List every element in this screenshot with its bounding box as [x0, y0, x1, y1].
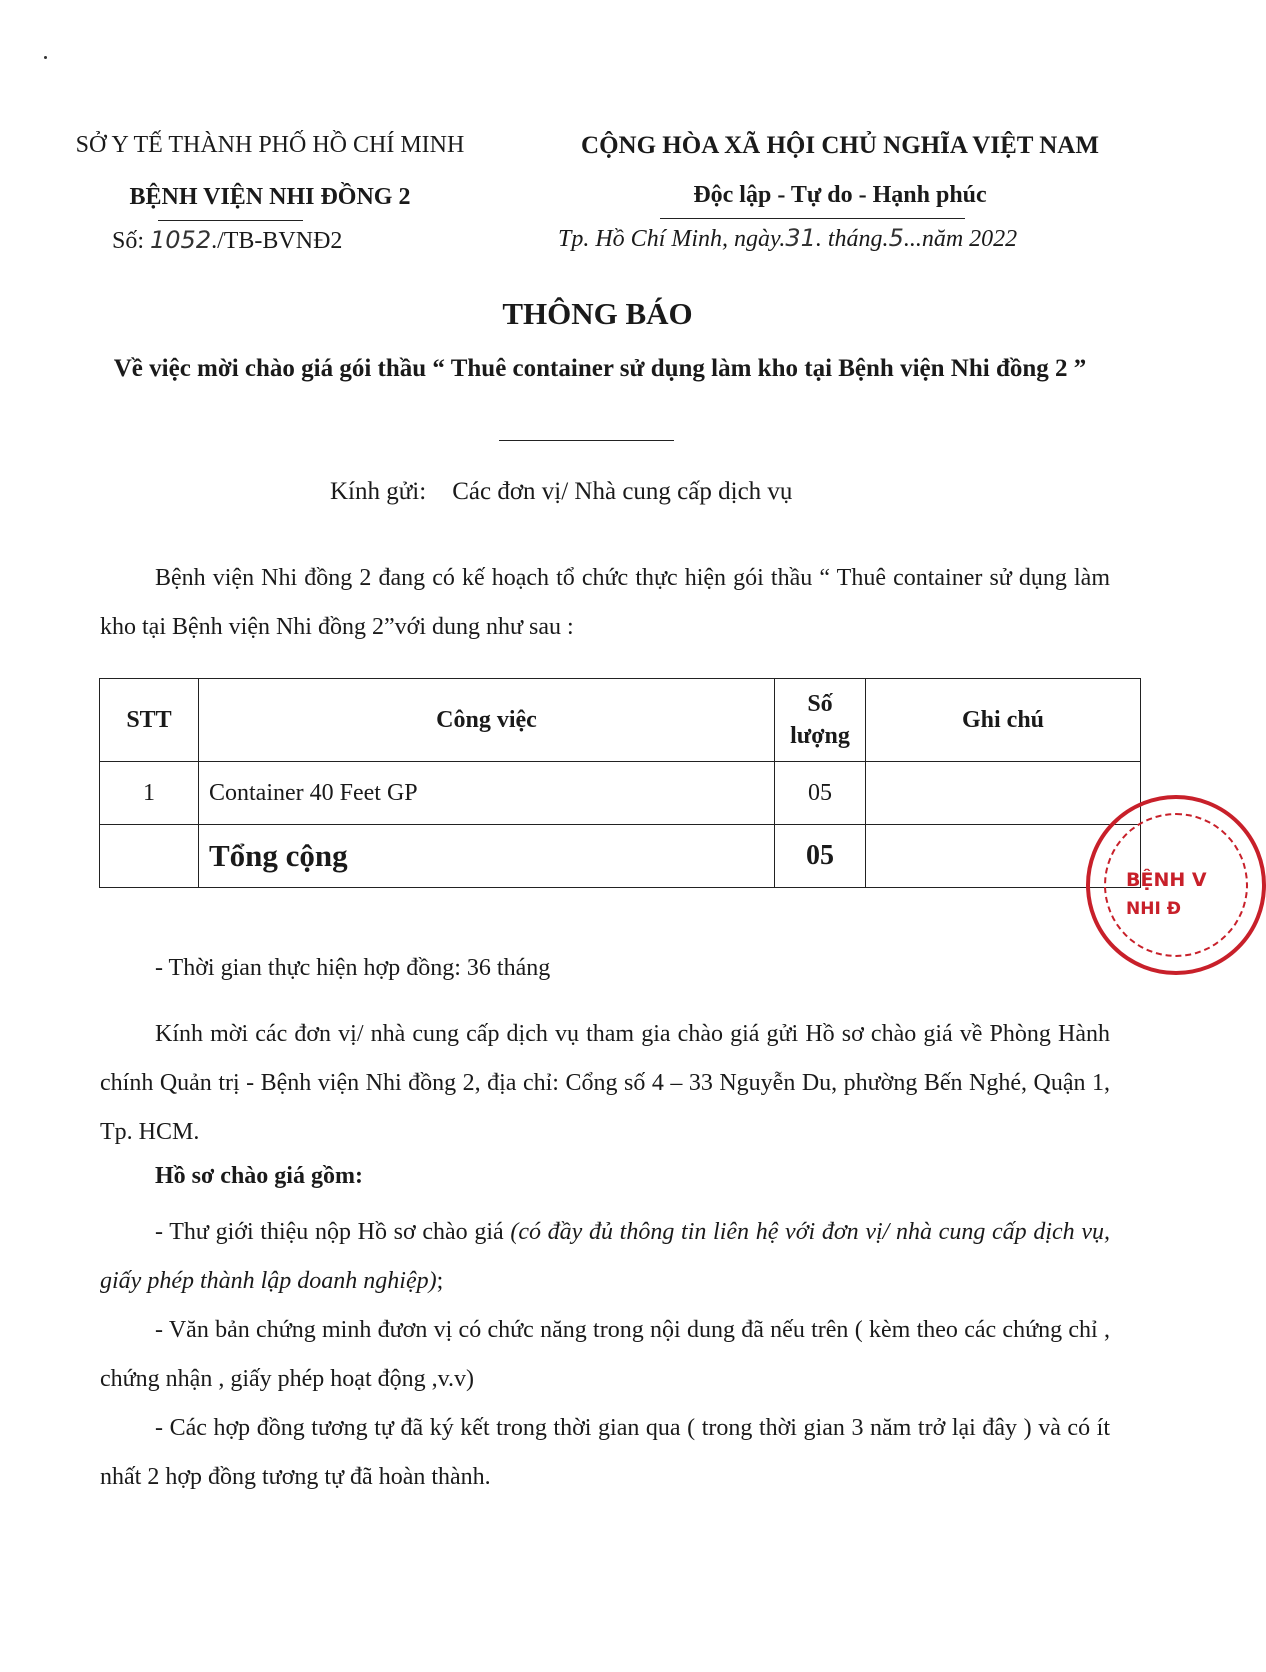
row-note	[866, 762, 1141, 825]
total-label: Tổng cộng	[199, 825, 775, 888]
doc-number	[112, 226, 342, 255]
stamp-text-2: NHI Đ	[1126, 899, 1181, 919]
header-note: Ghi chú	[866, 679, 1141, 762]
date-suffix: ...năm 2022	[903, 226, 1018, 252]
total-qty: 05	[775, 825, 866, 888]
intro-paragraph	[100, 554, 1110, 652]
doc-number-prefix: Số:	[112, 228, 151, 254]
docs-item-2	[100, 1306, 1110, 1404]
org-underline	[158, 220, 303, 221]
contract-duration: - Thời gian thực hiện hợp đồng: 36 tháng	[155, 955, 551, 981]
doc-number-handwritten: 1052	[150, 226, 212, 254]
official-red-stamp	[1086, 795, 1266, 975]
date-prefix: Tp. Hồ Chí Minh, ngày.	[558, 226, 786, 252]
date-mid: . tháng.	[815, 226, 889, 252]
doc-date	[558, 224, 1017, 253]
recipient-label: Kính gửi:	[330, 478, 427, 505]
total-stt	[100, 825, 199, 888]
table-total-row	[100, 825, 1141, 888]
header-stt: STT	[100, 679, 199, 762]
motto-underline	[660, 218, 965, 219]
docs-item-2-text: - Văn bản chứng minh đươn vị có chức năng trong nội dung đã nếu trên ( kèm theo các chứng chỉ , chứng nhận , giấy phép hoạt động ,v.v)	[100, 1317, 1110, 1392]
document-subject: Về việc mời chào giá gói thầu “ Thuê container sử dụng làm kho tại Bệnh viện Nhi đồng 2 ”	[113, 355, 1087, 382]
national-motto: Độc lập - Tự do - Hạnh phúc	[693, 182, 987, 208]
recipient-value: Các đơn vị/ Nhà cung cấp dịch vụ	[452, 478, 793, 505]
intro-text: Bệnh viện Nhi đồng 2 đang có kế hoạch tổ chức thực hiện gói thầu “ Thuê container sử dụng làm kho tại Bệnh viện Nhi đồng 2”với dung như sau :	[100, 565, 1110, 640]
country-name: CỘNG HÒA XÃ HỘI CHỦ NGHĨA VIỆT NAM	[581, 132, 1099, 159]
doc-number-suffix: ./TB-BVNĐ2	[211, 228, 343, 254]
org-parent: SỞ Y TẾ THÀNH PHỐ HỒ CHÍ MINH	[75, 132, 465, 158]
row-qty: 05	[775, 762, 866, 825]
document-title: THÔNG BÁO	[502, 296, 693, 331]
invitation-text: Kính mời các đơn vị/ nhà cung cấp dịch vụ tham gia chào giá gửi Hồ sơ chào giá về Phòng Hành chính Quản trị - Bệnh viện Nhi đồng 2, địa chỉ: Cổng số 4 – 33 Nguyễn Du, phường Bến Nghé, Quận 1, Tp. HCM.	[100, 1021, 1110, 1145]
stamp-text-1: BỆNH V	[1126, 869, 1207, 891]
docs-item-3-text: - Các hợp đồng tương tự đã ký kết trong thời gian qua ( trong thời gian 3 năm trở lại đây ) và có ít nhất 2 hợp đồng tương tự đã hoàn thành.	[100, 1415, 1110, 1490]
docs-item-1-suffix: ;	[436, 1268, 444, 1294]
scan-speck	[44, 56, 47, 59]
invitation-paragraph	[100, 1010, 1110, 1157]
org-name: BỆNH VIỆN NHI ĐỒNG 2	[129, 184, 411, 210]
row-stt: 1	[100, 762, 199, 825]
date-month: 5	[888, 224, 904, 252]
docs-item-1	[100, 1208, 1110, 1306]
docs-heading: Hồ sơ chào giá gồm:	[155, 1163, 363, 1189]
docs-item-1-italic: (có đầy đủ thông tin liên hệ với đơn vị/ nhà cung cấp dịch vụ, giấy phép thành lập doanh nghiệp)	[100, 1219, 1110, 1294]
title-underline	[499, 440, 674, 441]
docs-item-1-prefix: - Thư giới thiệu nộp Hồ sơ chào giá	[155, 1219, 511, 1245]
docs-item-3	[100, 1404, 1110, 1502]
header-job: Công việc	[199, 679, 775, 762]
date-day: 31	[785, 224, 816, 252]
header-qty: Số lượng	[775, 679, 866, 762]
recipient-line	[330, 478, 792, 506]
table-row	[100, 762, 1141, 825]
row-job: Container 40 Feet GP	[199, 762, 775, 825]
table-header-row	[100, 679, 1141, 762]
items-table	[99, 678, 1141, 888]
